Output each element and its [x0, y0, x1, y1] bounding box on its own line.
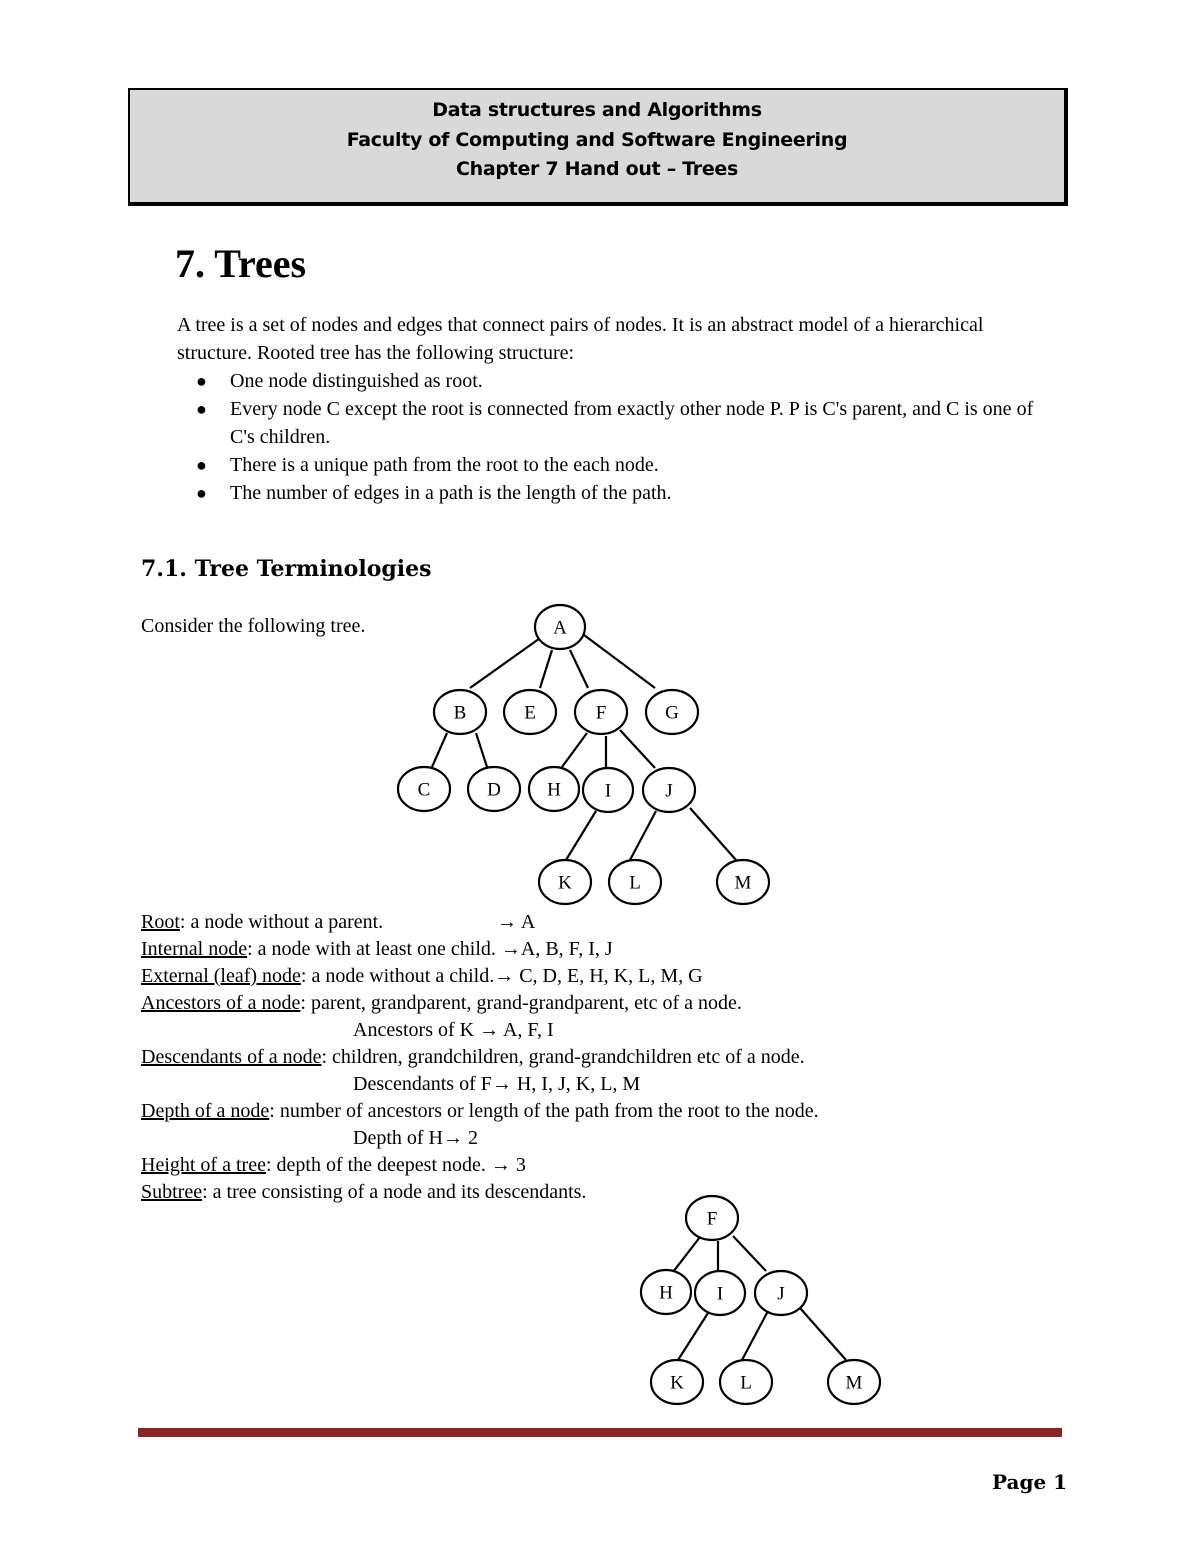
tree-node [583, 768, 633, 812]
term-definition: : children, grandchildren, grand-grandchildren etc of a node. [321, 1046, 805, 1068]
subtree-diagram [641, 1196, 880, 1404]
tree-edge [630, 811, 656, 860]
tree-node [504, 690, 556, 734]
tree-edge [470, 636, 543, 688]
tree-edge [476, 733, 487, 767]
tree-node [468, 767, 520, 811]
node-label: F [706, 1208, 718, 1230]
faculty-name: Faculty of Computing and Software Engineering [346, 128, 848, 151]
tree-edge [432, 733, 447, 767]
tree-edge [690, 808, 736, 860]
bullet-icon: ● [196, 371, 207, 391]
tree-edge [540, 650, 552, 688]
tree-edge [570, 650, 588, 688]
tree-node [609, 860, 661, 904]
node-label: K [558, 872, 572, 894]
term-descendants [141, 1044, 1041, 1071]
course-title: Data structures and Algorithms [432, 99, 762, 121]
node-label: F [595, 702, 607, 724]
tree-edge [566, 811, 596, 860]
term-definition: : depth of the deepest node. → 3 [265, 1154, 526, 1176]
tree-edge [733, 1236, 766, 1271]
chapter-heading: 7. Trees [175, 241, 307, 286]
tree-edge [800, 1308, 846, 1360]
term-definition: : a node with at least one child. →A, B, F, I, J [247, 938, 613, 960]
term-subtree [141, 1179, 1041, 1206]
tree-edge [580, 632, 655, 688]
tree-node [717, 860, 769, 904]
term-definition: : number of ancestors or length of the path from the root to the node. [269, 1100, 819, 1122]
node-label: H [547, 779, 561, 801]
chapter-label: Chapter 7 Hand out – Trees [455, 158, 739, 180]
node-label: A [553, 617, 567, 639]
tree-node [643, 768, 695, 812]
tree-edge [562, 733, 587, 767]
node-label: C [417, 779, 431, 801]
tree-node [828, 1360, 880, 1404]
term-external-node [141, 963, 1041, 990]
bullet-text: The number of edges in a path is the length of the path. [230, 482, 672, 504]
tree-node [695, 1271, 745, 1315]
node-label: H [659, 1282, 673, 1304]
tree-node [575, 690, 627, 734]
tree-node [646, 690, 698, 734]
node-label: J [665, 780, 673, 802]
main-tree-diagram [398, 605, 769, 904]
tree-node [651, 1360, 703, 1404]
section-heading: 7.1. Tree Terminologies [141, 556, 432, 582]
bullet-icon: ● [196, 399, 207, 419]
tree-node [535, 605, 585, 649]
tree-node [720, 1360, 772, 1404]
footer-divider [138, 1428, 1062, 1437]
term-label: External (leaf) node [141, 965, 301, 987]
term-label: Ancestors of a node [141, 992, 301, 1014]
term-internal-node [141, 936, 1041, 963]
tree-edge [678, 1313, 708, 1360]
term-ancestors [141, 990, 1041, 1017]
term-depth [141, 1098, 1041, 1125]
bullet-text: There is a unique path from the root to the each node. [230, 454, 659, 476]
term-answer: → A [497, 911, 536, 933]
tree-node [398, 767, 450, 811]
term-definition: : a tree consisting of a node and its descendants. [202, 1181, 587, 1203]
node-label: M [845, 1372, 863, 1394]
bullet-icon: ● [196, 455, 207, 475]
term-example: Descendants of F→ H, I, J, K, L, M [353, 1073, 641, 1095]
node-label: D [487, 779, 501, 801]
term-label: Depth of a node [141, 1100, 270, 1122]
page-number: Page 1 [992, 1470, 1068, 1494]
tree-node [434, 690, 486, 734]
node-label: J [777, 1283, 785, 1305]
intro-paragraph: A tree is a set of nodes and edges that connect pairs of nodes. It is an abstract model of a hierarchical structure. Rooted tree has the following structure: [177, 314, 984, 364]
node-label: L [740, 1372, 752, 1394]
terminology-list [141, 909, 1041, 1206]
bullet-text: One node distinguished as root. [230, 370, 483, 392]
tree-node [539, 860, 591, 904]
node-label: L [629, 872, 641, 894]
node-label: M [734, 872, 752, 894]
tree-edge [673, 1237, 700, 1272]
term-label: Internal node [141, 938, 248, 960]
term-definition: : a node without a child.→ C, D, E, H, K, L, M, G [300, 965, 703, 987]
term-definition: : a node without a parent. [179, 911, 384, 933]
tree-node [641, 1270, 691, 1314]
term-definition: : parent, grandparent, grand-grandparent, etc of a node. [300, 992, 742, 1014]
term-height [141, 1152, 1041, 1179]
term-depth-example [141, 1125, 1041, 1152]
bullet-text: Every node C except the root is connected from exactly other node P. P is C's parent, and C is one of C's children. [230, 398, 1034, 448]
term-label: Root [141, 911, 180, 933]
node-label: K [670, 1372, 684, 1394]
term-label: Subtree [141, 1181, 203, 1203]
consider-text: Consider the following tree. [141, 615, 366, 637]
tree-node [529, 767, 579, 811]
term-descendants-example [141, 1071, 1041, 1098]
term-label: Height of a tree [141, 1154, 266, 1176]
term-label: Descendants of a node [141, 1046, 322, 1068]
node-label: B [453, 702, 467, 724]
node-label: I [604, 780, 612, 802]
tree-edge [742, 1311, 768, 1360]
bullet-icon: ● [196, 483, 207, 503]
node-label: E [524, 702, 536, 724]
term-root [141, 909, 1041, 936]
tree-edge [620, 730, 655, 768]
term-ancestors-example [141, 1017, 1041, 1044]
term-example: Ancestors of K → A, F, I [353, 1019, 554, 1041]
term-example: Depth of H→ 2 [353, 1127, 478, 1149]
node-label: I [716, 1283, 724, 1305]
tree-node [755, 1271, 807, 1315]
node-label: G [665, 702, 679, 724]
